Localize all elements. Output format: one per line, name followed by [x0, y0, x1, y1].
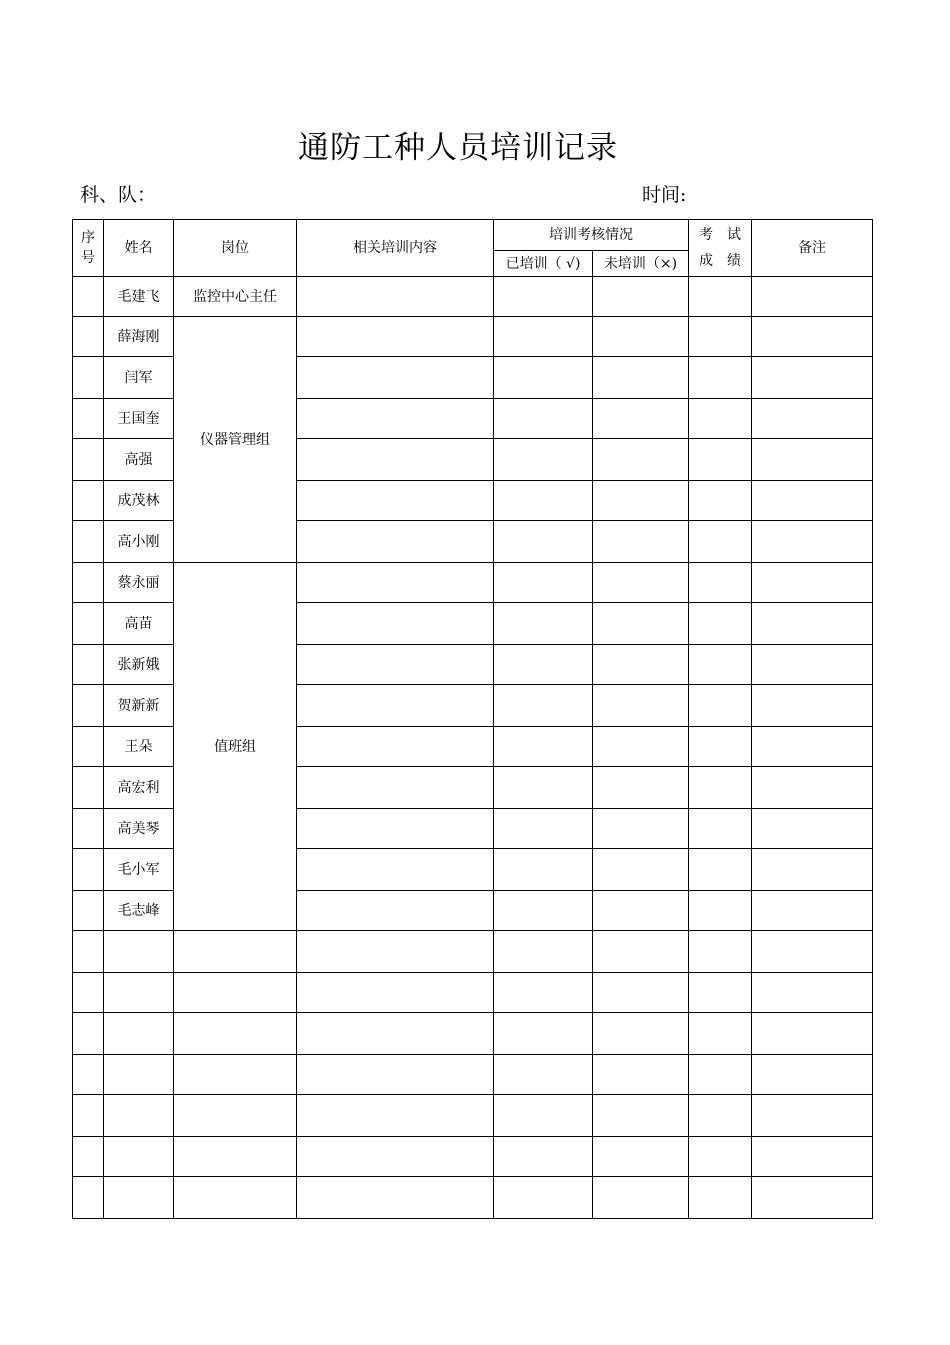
name-cell: 张新娥	[104, 645, 174, 685]
score-cell[interactable]	[689, 399, 752, 439]
trained-cell[interactable]	[494, 1095, 593, 1137]
name-cell: 蔡永丽	[104, 563, 174, 603]
seq-cell	[73, 357, 104, 399]
name-cell: 毛志峰	[104, 891, 174, 931]
name-cell: 毛建飞	[104, 277, 174, 317]
trained-cell[interactable]	[494, 1013, 593, 1055]
content-cell[interactable]	[297, 973, 494, 1013]
score-cell[interactable]	[689, 1137, 752, 1177]
untrained-cell[interactable]	[593, 891, 689, 931]
header-row	[73, 220, 873, 251]
seq-cell	[73, 767, 104, 809]
table-row	[73, 1055, 873, 1095]
score-cell[interactable]	[689, 645, 752, 685]
name-cell: 薛海刚	[104, 317, 174, 357]
seq-cell	[73, 317, 104, 357]
untrained-cell[interactable]	[593, 399, 689, 439]
content-cell[interactable]	[297, 645, 494, 685]
trained-cell[interactable]	[494, 317, 593, 357]
score-cell[interactable]	[689, 809, 752, 849]
remark-cell[interactable]	[752, 1013, 873, 1055]
score-cell[interactable]	[689, 685, 752, 727]
untrained-cell[interactable]	[593, 809, 689, 849]
trained-cell[interactable]	[494, 357, 593, 399]
content-cell[interactable]	[297, 317, 494, 357]
untrained-cell[interactable]	[593, 317, 689, 357]
score-cell[interactable]	[689, 849, 752, 891]
table-row	[73, 1137, 873, 1177]
content-cell[interactable]	[297, 727, 494, 767]
content-cell[interactable]	[297, 563, 494, 603]
name-cell: 高强	[104, 439, 174, 481]
document-title: 通防工种人员培训记录	[298, 130, 618, 166]
seq-cell	[73, 973, 104, 1013]
training-record-table	[72, 219, 873, 1219]
seq-cell	[73, 603, 104, 645]
remark-cell[interactable]	[752, 645, 873, 685]
untrained-cell[interactable]	[593, 1095, 689, 1137]
remark-cell[interactable]	[752, 1177, 873, 1219]
table-row	[73, 1095, 873, 1137]
remark-cell[interactable]	[752, 603, 873, 645]
seq-cell	[73, 1137, 104, 1177]
untrained-cell[interactable]	[593, 481, 689, 521]
post-cell	[174, 931, 297, 973]
name-cell: 王朵	[104, 727, 174, 767]
name-cell: 高美琴	[104, 809, 174, 849]
content-cell[interactable]	[297, 931, 494, 973]
untrained-cell[interactable]	[593, 603, 689, 645]
untrained-cell[interactable]	[593, 357, 689, 399]
content-cell[interactable]	[297, 891, 494, 931]
score-cell[interactable]	[689, 1055, 752, 1095]
content-cell[interactable]	[297, 481, 494, 521]
content-cell[interactable]	[297, 1095, 494, 1137]
remark-cell[interactable]	[752, 931, 873, 973]
score-cell[interactable]	[689, 317, 752, 357]
untrained-cell[interactable]	[593, 767, 689, 809]
seq-cell	[73, 399, 104, 439]
untrained-cell[interactable]	[593, 931, 689, 973]
header-remark: 备注	[752, 220, 873, 277]
seq-cell	[73, 809, 104, 849]
content-cell[interactable]	[297, 849, 494, 891]
remark-cell[interactable]	[752, 439, 873, 481]
untrained-cell[interactable]	[593, 1013, 689, 1055]
score-cell[interactable]	[689, 767, 752, 809]
remark-cell[interactable]	[752, 357, 873, 399]
score-cell[interactable]	[689, 973, 752, 1013]
remark-cell[interactable]	[752, 1137, 873, 1177]
post-cell	[174, 1177, 297, 1219]
content-cell[interactable]	[297, 809, 494, 849]
content-cell[interactable]	[297, 1055, 494, 1095]
content-cell[interactable]	[297, 1177, 494, 1219]
seq-cell	[73, 1177, 104, 1219]
remark-cell[interactable]	[752, 399, 873, 439]
untrained-cell[interactable]	[593, 439, 689, 481]
content-cell[interactable]	[297, 685, 494, 727]
content-cell[interactable]	[297, 439, 494, 481]
content-cell[interactable]	[297, 1013, 494, 1055]
remark-cell[interactable]	[752, 809, 873, 849]
name-cell	[104, 1055, 174, 1095]
content-cell[interactable]	[297, 603, 494, 645]
untrained-cell[interactable]	[593, 685, 689, 727]
seq-cell	[73, 1055, 104, 1095]
remark-cell[interactable]	[752, 891, 873, 931]
header-trained: 已培训（ √)	[494, 251, 593, 277]
trained-cell[interactable]	[494, 891, 593, 931]
time-label: 时间:	[642, 184, 687, 206]
seq-cell	[73, 563, 104, 603]
name-cell: 毛小军	[104, 849, 174, 891]
name-cell	[104, 1095, 174, 1137]
untrained-cell[interactable]	[593, 973, 689, 1013]
trained-cell[interactable]	[494, 439, 593, 481]
seq-cell	[73, 891, 104, 931]
untrained-cell[interactable]	[593, 521, 689, 563]
content-cell[interactable]	[297, 767, 494, 809]
score-cell[interactable]	[689, 439, 752, 481]
post-cell: 值班组	[174, 563, 297, 931]
score-cell[interactable]	[689, 277, 752, 317]
seq-cell	[73, 521, 104, 563]
name-cell: 闫军	[104, 357, 174, 399]
trained-cell[interactable]	[494, 481, 593, 521]
header-assessment: 培训考核情况	[494, 220, 689, 251]
score-cell[interactable]	[689, 481, 752, 521]
remark-cell[interactable]	[752, 521, 873, 563]
trained-cell[interactable]	[494, 767, 593, 809]
seq-cell	[73, 439, 104, 481]
name-cell	[104, 1137, 174, 1177]
header-seq: 序 号	[73, 220, 104, 277]
trained-cell[interactable]	[494, 1177, 593, 1219]
seq-cell	[73, 849, 104, 891]
untrained-cell[interactable]	[593, 1055, 689, 1095]
score-cell[interactable]	[689, 1177, 752, 1219]
content-cell[interactable]	[297, 277, 494, 317]
trained-cell[interactable]	[494, 727, 593, 767]
post-cell	[174, 973, 297, 1013]
header-post: 岗位	[174, 220, 297, 277]
trained-cell[interactable]	[494, 603, 593, 645]
untrained-cell[interactable]	[593, 277, 689, 317]
score-cell[interactable]	[689, 563, 752, 603]
post-cell: 监控中心主任	[174, 277, 297, 317]
untrained-cell[interactable]	[593, 849, 689, 891]
name-cell	[104, 1177, 174, 1219]
name-cell	[104, 1013, 174, 1055]
untrained-cell[interactable]	[593, 1177, 689, 1219]
trained-cell[interactable]	[494, 1137, 593, 1177]
seq-cell	[73, 1095, 104, 1137]
trained-cell[interactable]	[494, 521, 593, 563]
score-cell[interactable]	[689, 357, 752, 399]
seq-cell	[73, 645, 104, 685]
untrained-cell[interactable]	[593, 563, 689, 603]
name-cell: 高宏利	[104, 767, 174, 809]
seq-cell	[73, 1013, 104, 1055]
seq-cell	[73, 727, 104, 767]
table-row	[73, 1177, 873, 1219]
name-cell: 高苗	[104, 603, 174, 645]
remark-cell[interactable]	[752, 563, 873, 603]
dept-label: 科、队：	[80, 184, 157, 206]
remark-cell[interactable]	[752, 1095, 873, 1137]
score-cell[interactable]	[689, 727, 752, 767]
content-cell[interactable]	[297, 521, 494, 563]
header-score: 考 试 成 绩	[689, 220, 752, 277]
header-name: 姓名	[104, 220, 174, 277]
untrained-cell[interactable]	[593, 727, 689, 767]
remark-cell[interactable]	[752, 481, 873, 521]
seq-cell	[73, 481, 104, 521]
seq-cell	[73, 931, 104, 973]
trained-cell[interactable]	[494, 399, 593, 439]
remark-cell[interactable]	[752, 1055, 873, 1095]
header-content: 相关培训内容	[297, 220, 494, 277]
table-row	[73, 931, 873, 973]
score-cell[interactable]	[689, 603, 752, 645]
header-untrained: 未培训（×)	[593, 251, 689, 277]
name-cell	[104, 973, 174, 1013]
score-cell[interactable]	[689, 1013, 752, 1055]
trained-cell[interactable]	[494, 1055, 593, 1095]
seq-cell	[73, 277, 104, 317]
trained-cell[interactable]	[494, 277, 593, 317]
score-cell[interactable]	[689, 521, 752, 563]
content-cell[interactable]	[297, 357, 494, 399]
table-row	[73, 1013, 873, 1055]
table-row	[73, 317, 873, 357]
table-row	[73, 277, 873, 317]
table-row	[73, 973, 873, 1013]
trained-cell[interactable]	[494, 809, 593, 849]
score-cell[interactable]	[689, 891, 752, 931]
remark-cell[interactable]	[752, 973, 873, 1013]
trained-cell[interactable]	[494, 685, 593, 727]
trained-cell[interactable]	[494, 849, 593, 891]
remark-cell[interactable]	[752, 849, 873, 891]
name-cell: 高小刚	[104, 521, 174, 563]
remark-cell[interactable]	[752, 685, 873, 727]
score-cell[interactable]	[689, 931, 752, 973]
score-cell[interactable]	[689, 1095, 752, 1137]
seq-cell	[73, 685, 104, 727]
trained-cell[interactable]	[494, 563, 593, 603]
content-cell[interactable]	[297, 399, 494, 439]
remark-cell[interactable]	[752, 767, 873, 809]
remark-cell[interactable]	[752, 317, 873, 357]
remark-cell[interactable]	[752, 277, 873, 317]
trained-cell[interactable]	[494, 645, 593, 685]
post-cell	[174, 1055, 297, 1095]
name-cell: 成茂林	[104, 481, 174, 521]
name-cell: 贺新新	[104, 685, 174, 727]
trained-cell[interactable]	[494, 931, 593, 973]
post-cell	[174, 1095, 297, 1137]
remark-cell[interactable]	[752, 727, 873, 767]
name-cell	[104, 931, 174, 973]
table-row	[73, 563, 873, 603]
name-cell: 王国奎	[104, 399, 174, 439]
content-cell[interactable]	[297, 1137, 494, 1177]
post-cell: 仪器管理组	[174, 317, 297, 563]
untrained-cell[interactable]	[593, 1137, 689, 1177]
post-cell	[174, 1013, 297, 1055]
post-cell	[174, 1137, 297, 1177]
untrained-cell[interactable]	[593, 645, 689, 685]
trained-cell[interactable]	[494, 973, 593, 1013]
